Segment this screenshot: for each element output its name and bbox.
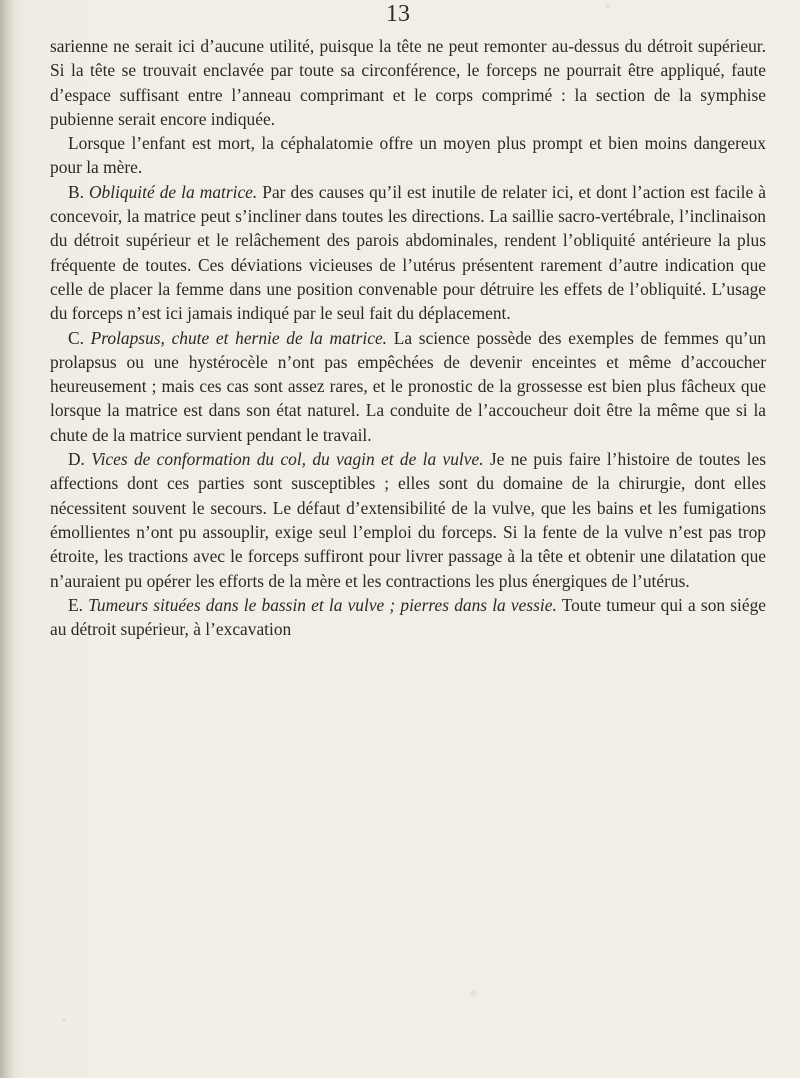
section-title: Prolapsus, chute et hernie de la matrice. xyxy=(90,327,388,348)
section-title: Tumeurs situées dans le bassin et la vulve ; pierres dans la vessie. xyxy=(88,594,557,615)
paragraph-text: Je ne puis faire l’histoire de toutes les affections dont ces parties sont susceptibles ; elles sont du domaine de la chirurgie, dont elles nécessitent souvent le secours. Le défaut d’extensibilité de la vulve, que les bains et les fumigations émollientes n’ont pu assouplir, exige seul l’emploi du forceps. Si la fente de la vulve n’est pas trop étroite, les tractions avec le forceps suffiront pour livrer passage à la tête et obtenir une dilatation que n’auraient pu opérer les efforts de la mère et les contractions les plus énergiques de l’utérus. xyxy=(50,449,766,591)
paragraph-text: sarienne ne serait ici d’aucune utilité, puisque la tête ne peut remonter au-dessus du détroit supérieur. Si la tête se trouvait enclavée par toute sa circonférence, le forceps ne pourrait être appliqué, faute d’espace suffisant entre l’anneau comprimant et le corps comprimé : la section de la symphise pubienne serait encore indiquée. xyxy=(50,36,766,129)
paragraph-section-e xyxy=(50,593,766,642)
paragraph xyxy=(50,131,766,180)
section-letter: E. xyxy=(68,594,83,615)
paragraph-text: Toute tumeur qui a son siége au détroit supérieur, à l’excavation xyxy=(50,594,767,640)
paragraph-text: Par des causes qu’il est inutile de relater ici, et dont l’action est facile à concevoir, la matrice peut s’incliner dans toutes les directions. La saillie sacro-vertébrale, l’inclinaison du détroit supérieur et le relâchement des parois abdominales, rendent l’obliquité antérieure la plus fréquente de toutes. Ces déviations vicieuses de l’utérus présentent rarement d’autre indication que celle de placer la femme dans une position convenable pour détruire les effets de l’obliquité. L’usage du forceps n’est ici jamais indiqué par le seul fait du déplacement. xyxy=(50,181,766,324)
section-title: Vices de conformation du col, du vagin et de la vulve. xyxy=(91,449,484,470)
paragraph-text: La science possède des exemples de femmes qu’un prolapsus ou une hystérocèle n’ont pas empêchées de devenir enceintes et même d’accoucher heureusement ; mais ces cas sont assez rares, et le pronostic de la grossesse est bien plus fâcheux que lorsque la matrice est dans son état naturel. La conduite de l’accoucheur doit être la même que si la chute de la matrice survient pendant le travail. xyxy=(50,327,766,445)
paragraph-text: Lorsque l’enfant est mort, la céphalatomie offre un moyen plus prompt et bien moins dangereux pour la mère. xyxy=(50,133,766,178)
paragraph-section-b xyxy=(50,180,766,326)
paragraph-section-d xyxy=(50,447,766,593)
section-letter: B. xyxy=(68,181,84,202)
paragraph xyxy=(50,34,766,131)
section-letter: D. xyxy=(68,449,85,470)
paper-stain xyxy=(62,1018,66,1022)
binding-shadow xyxy=(0,0,14,1078)
body-text xyxy=(50,34,766,641)
paper-stain xyxy=(470,990,477,997)
page-number: 13 xyxy=(386,1,410,27)
section-title: Obliquité de la matrice. xyxy=(89,181,258,202)
paragraph-section-c xyxy=(50,326,766,447)
section-letter: C. xyxy=(68,327,84,348)
paper-stain xyxy=(605,4,610,9)
